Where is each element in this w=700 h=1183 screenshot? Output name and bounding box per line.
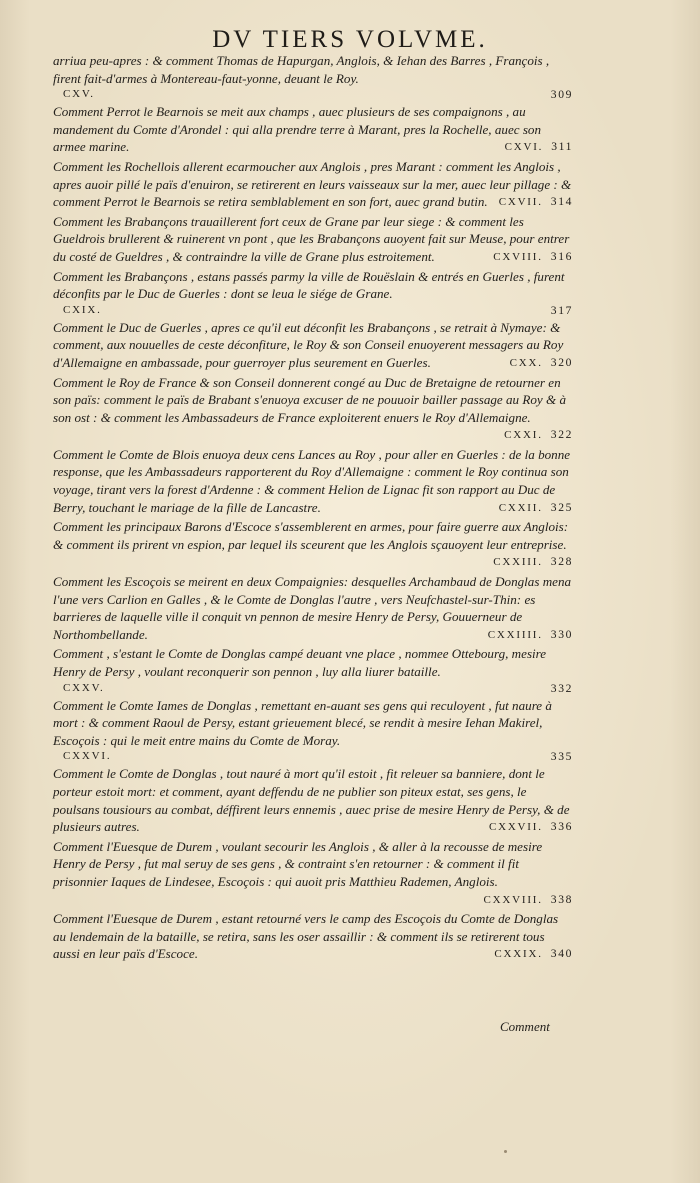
page-number: 338: [550, 892, 573, 906]
chapter-number: CXXII.: [498, 501, 543, 514]
page-number: 332: [550, 681, 573, 695]
toc-entry-text: arriua peu-apres : & comment Thomas de Hapurgan, Anglois, & Iehan des Barres , François , firent fait-d'armes à Montereau-faut-yonne, deuant le Roy.: [53, 53, 550, 86]
chapter-number: CXXI.: [504, 429, 543, 442]
chapter-number: CXX.: [509, 356, 543, 369]
chapter-number: CXVI.: [504, 141, 544, 154]
toc-entry: [53, 52, 573, 102]
table-of-contents: [53, 52, 573, 965]
toc-entry: [53, 838, 573, 909]
paper-speck: [504, 1150, 507, 1153]
page-number: 320: [550, 355, 573, 369]
chapter-reference: [505, 138, 573, 157]
toc-entry: [53, 446, 573, 517]
toc-entry-text: Comment les principaux Barons d'Escoce s'assemblerent en armes, pour faire guerre aux Anglois: & comment ils prirent vn espion, par lequel ils sceurent que les Anglois sçauoyent leur entreprise.: [53, 519, 569, 552]
chapter-number: CXXV.: [63, 681, 105, 694]
chapter-reference: [504, 426, 573, 445]
chapter-reference: [53, 749, 573, 764]
page-number: 316: [550, 249, 573, 263]
chapter-reference: [499, 499, 573, 518]
chapter-reference: [493, 553, 573, 572]
page-number: 328: [550, 555, 573, 569]
chapter-reference: [53, 87, 573, 102]
toc-entry: [53, 518, 573, 572]
chapter-reference: [510, 354, 573, 373]
toc-entry: [53, 103, 573, 157]
chapter-reference: [499, 193, 573, 212]
toc-entry: [53, 697, 573, 765]
toc-entry: [53, 158, 573, 212]
toc-entry: [53, 268, 573, 318]
toc-entry-text: Comment les Rochellois allerent ecarmoucher aux Anglois , pres Marant : comment les Anglois , apres auoir pillé le païs d'enuiron, se retirerent en leurs vaisseaux sur la mer, auec leur pillage : & comment Perrot le Bearnois se retira semblablement en son fort, auec grand butin.: [53, 158, 572, 210]
chapter-reference: [483, 891, 573, 910]
chapter-number: CXVII.: [498, 196, 543, 209]
page-number: 340: [550, 947, 573, 961]
toc-entry-text: Comment Perrot le Bearnois se meit aux champs , auec plusieurs de ses compaignons , au mandement du Comte d'Arondel : qui alla prendre terre à Marant, pres la Rochelle, auec son armee marine.: [53, 104, 542, 155]
chapter-number: CXVIII.: [493, 250, 543, 263]
toc-entry-text: Comment le Comte de Donglas , tout nauré à mort qu'il estoit , fit releuer sa banniere, dont le porteur estoit mort: et comment, ayant deffendu de ne publier son piteux estat, ses gens, le poulsans tousiours au combat, déffirent leurs ennemis , auec prise de mesire Henry de Persy, & de plusieurs autres.: [53, 766, 570, 835]
chapter-number: CXV.: [63, 88, 95, 101]
toc-entry: [53, 765, 573, 836]
chapter-reference: [488, 626, 573, 645]
page-number: 336: [550, 820, 573, 834]
toc-entry: [53, 910, 573, 964]
toc-entry-text: Comment l'Euesque de Durem , estant retourné vers le camp des Escoçois du Comte de Donglas au lendemain de la bataille, se retira, sans les oser assaillir : & comment ils se retirerent tous aussi en leur païs d'Escoce.: [53, 911, 559, 962]
chapter-reference: [53, 303, 573, 318]
page-number: 311: [551, 140, 573, 154]
page-number: 330: [550, 627, 573, 641]
catchword: Comment: [500, 1019, 550, 1034]
toc-entry-text: Comment le Comte de Blois enuoya deux cens Lances au Roy , pour aller en Guerles : de la bonne response, que les Ambassadeurs rapporterent du Roy d'Allemaigne : comment le Roy continua son voyage, tirant vers la forest d'Ardenne : & comment Helion de Lignac fit son rapport au Duc de Berry, touchant le mariage de la fille de Lancastre.: [53, 446, 571, 515]
chapter-number: CXXVII.: [488, 821, 543, 834]
chapter-reference: [489, 818, 573, 837]
toc-entry: [53, 573, 573, 644]
page-number: 335: [550, 750, 573, 764]
page-number: 317: [550, 303, 573, 317]
toc-entry-text: Comment le Comte Iames de Donglas , remettant en-auant ses gens qui reculoyent , fut naure à mort : & comment Raoul de Persy, estant grieuement blecé, se rendit à mesire Iehan Makirel, Escoçois : qui le meit entre mains du Comte de Moray.: [53, 697, 552, 748]
toc-entry-text: Comment les Escoçois se meirent en deux Compaignies: desquelles Archambaud de Donglas mena l'une vers Carlion en Galles , & le Comte de Donglas l'autre , vers Neufchastel-sur-Thin: es barrieres de laquelle ville il conquit vn pennon de mesire Henry de Persy, Gouuerneur de Northombellande.: [53, 574, 572, 642]
toc-entry-text: Comment le Duc de Guerles , apres ce qu'il eut déconfit les Brabançons , se retrait à Nymaye: & comment, aux nouuelles de ceste déconfiture, le Roy & son Conseil enuoyerent messagers au Roy d'Allemaigne en ambassade, pour guerroyer plus seurement en Guerles.: [53, 319, 564, 370]
toc-entry: [53, 374, 573, 445]
chapter-number: CXXVI.: [63, 750, 112, 763]
toc-entry: [53, 213, 573, 267]
toc-entry-text: Comment les Brabançons trauaillerent fort ceux de Grane par leur siege : & comment les Gueldrois brullerent & ruinerent vn pont , que les Brabançons auoyent fait sur Meuse, pour entrer du costé de Gueldres , & contraindre la ville de Grane plus estroitement.: [53, 213, 570, 264]
toc-entry-text: Comment , s'estant le Comte de Donglas campé deuant vne place , nommee Ottebourg, mesire Henry de Persy , voulant reconquerir son pennon , luy alla liurer bataille.: [53, 646, 547, 679]
chapter-number: CXIX.: [63, 303, 102, 316]
toc-entry: [53, 645, 573, 695]
page-number: 322: [550, 428, 573, 442]
chapter-reference: [493, 248, 573, 267]
running-head: DV TIERS VOLVME.: [212, 26, 488, 53]
toc-entry-text: Comment le Roy de France & son Conseil donnerent congé au Duc de Bretaigne de retourner en son païs: comment le païs de Brabant s'enuoya excuser de ne pouuoir bailler passage au Roy & à son ost : & comment les Ambassadeurs de France exploiterent enuers le Roy d'Allemaigne.: [53, 374, 567, 425]
toc-entry-text: Comment l'Euesque de Durem , voulant secourir les Anglois , & aller à la recousse de mesire Henry de Persy , fut mal seruy de ses gens , & contraint s'en retourner : & comment il fit prisonnier Iaques de Lindesee, Escoçois : qui auoit pris Matthieu Rademen, Anglois.: [53, 838, 543, 889]
page-number: 314: [550, 195, 573, 209]
chapter-reference: [53, 681, 573, 696]
chapter-number: CXXIIII.: [487, 628, 543, 641]
toc-entry-text: Comment les Brabançons , estans passés parmy la ville de Rouëslain & entrés en Guerles , furent déconfits par le Duc de Guerles : dont se leua le siége de Grane.: [53, 268, 565, 302]
chapter-number: CXXVIII.: [483, 893, 543, 906]
chapter-number: CXXIII.: [493, 556, 543, 569]
chapter-reference: [494, 945, 573, 964]
chapter-number: CXXIX.: [494, 948, 543, 961]
toc-entry: [53, 319, 573, 373]
page-number: 325: [550, 500, 573, 514]
page-number: 309: [550, 88, 573, 102]
